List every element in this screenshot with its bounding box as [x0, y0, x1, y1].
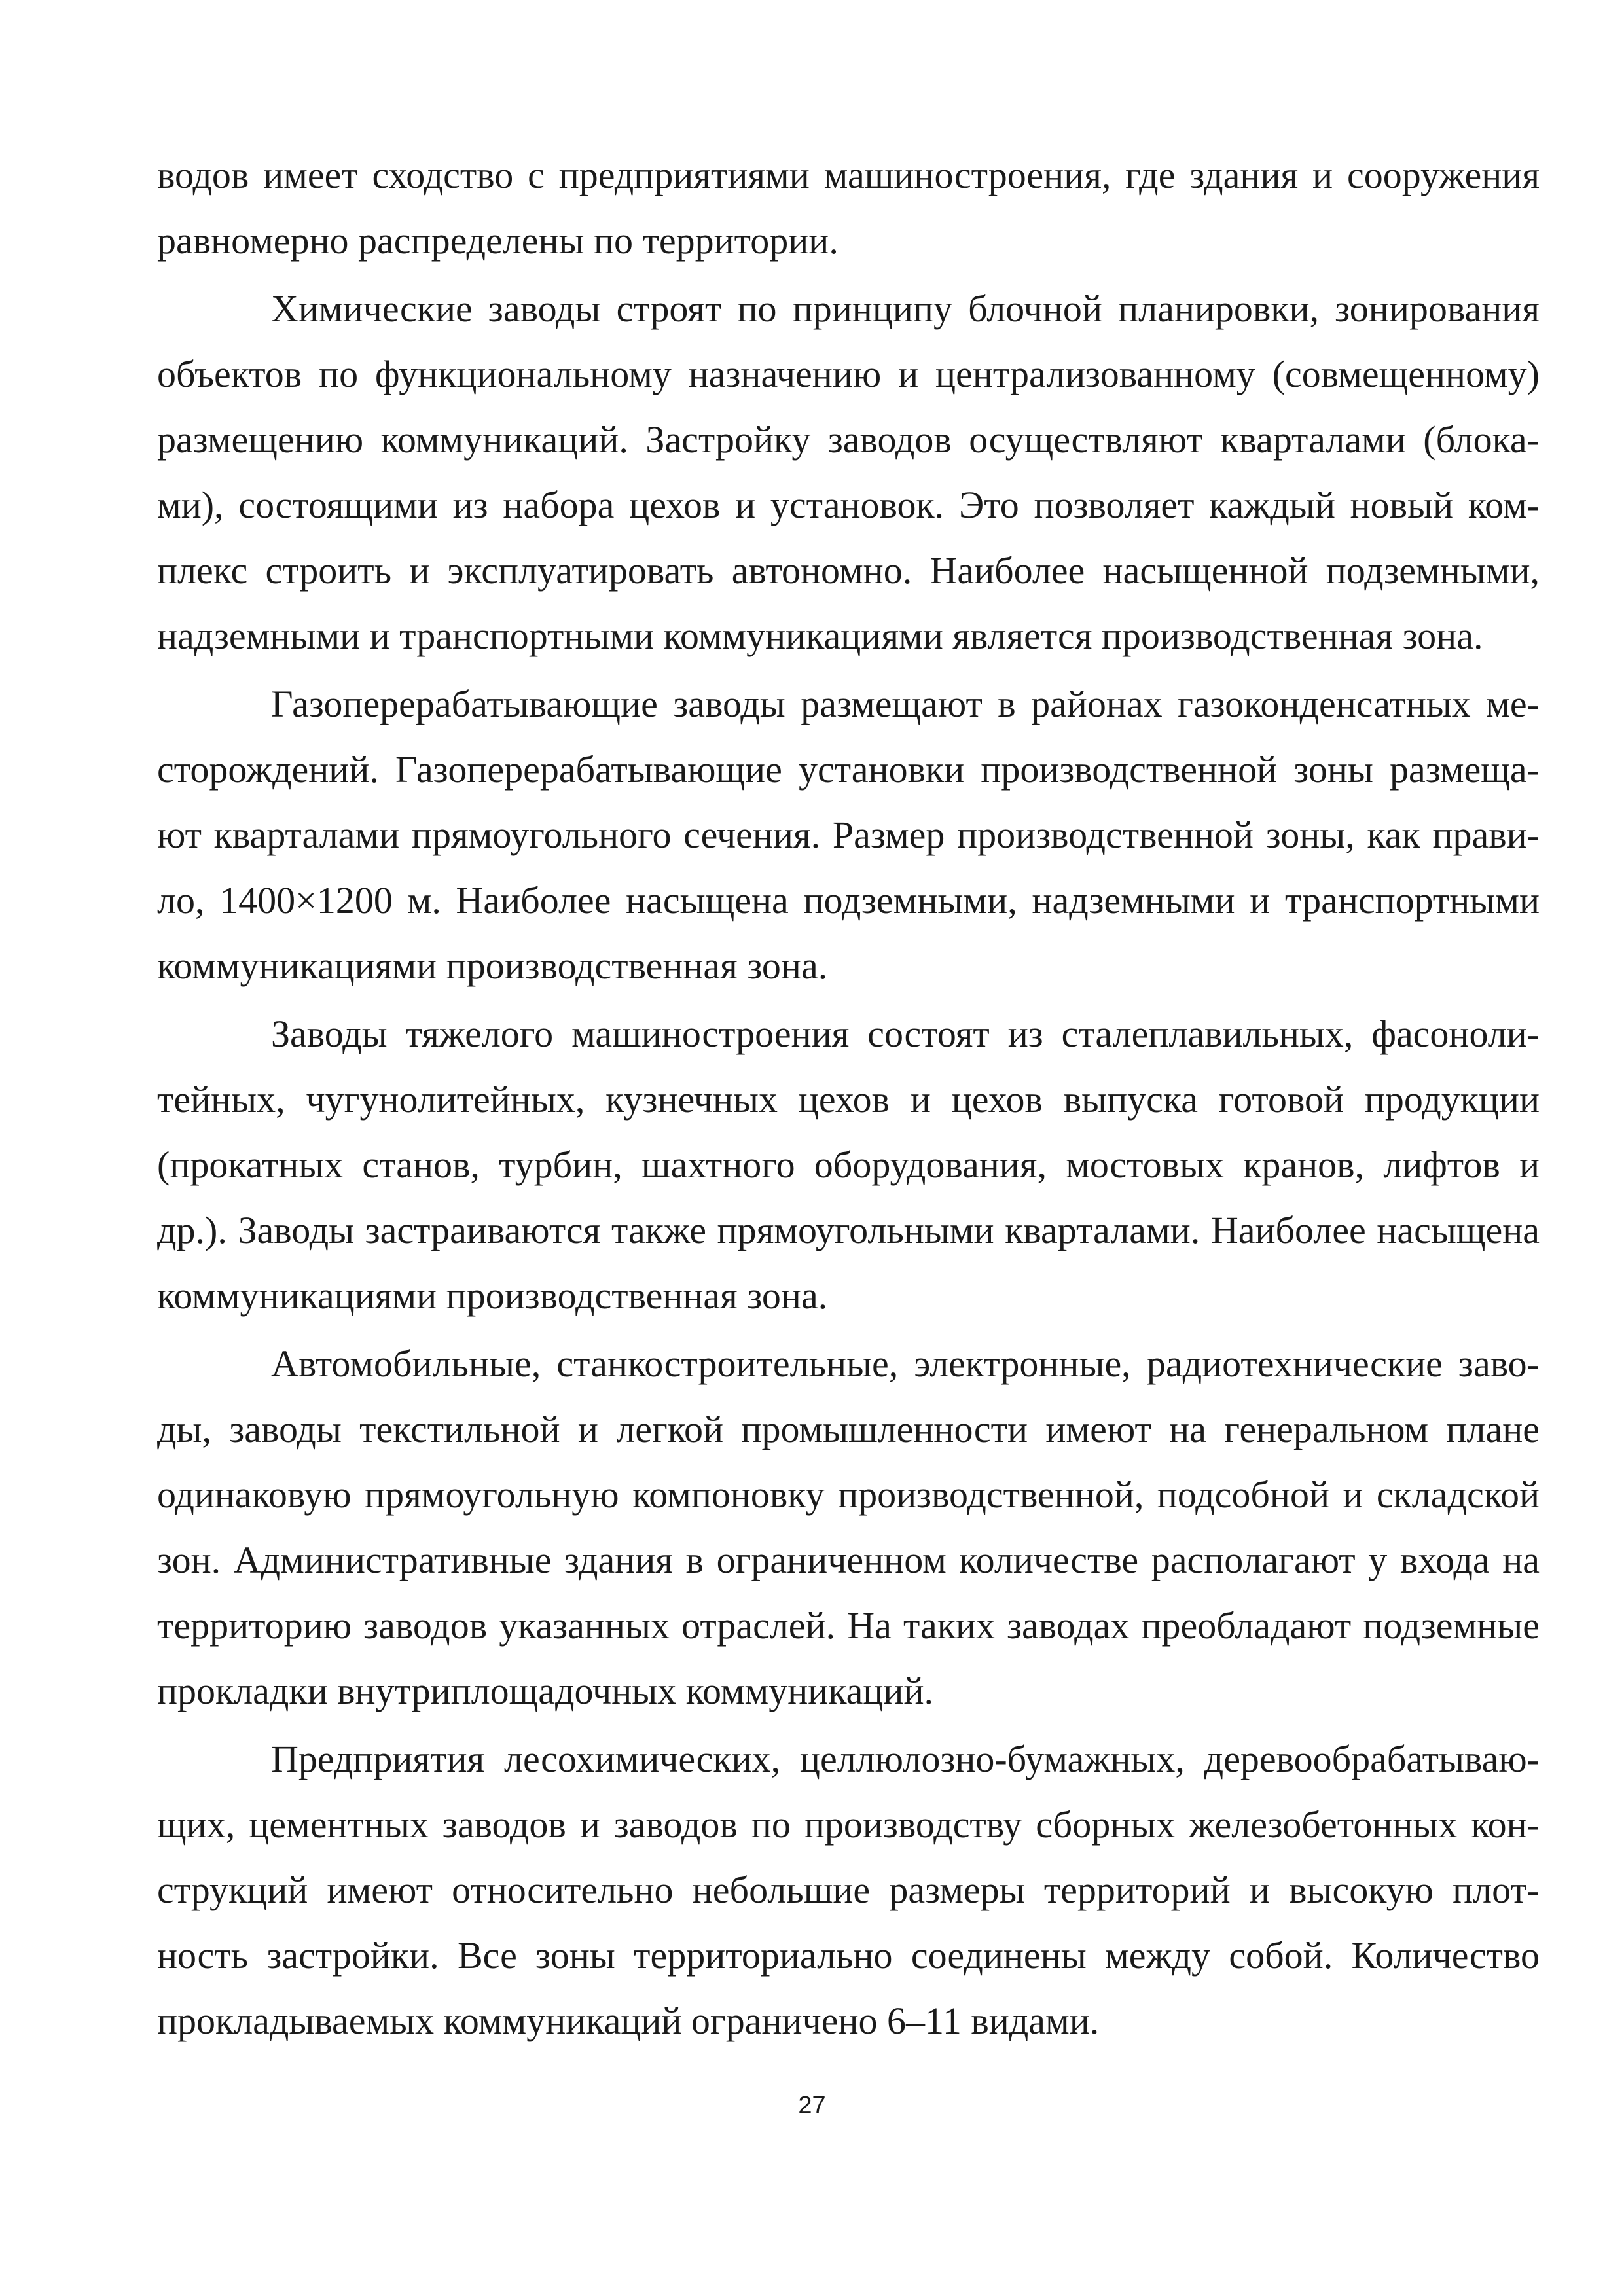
text-line: ды, заводы текстильной и легкой промышленности имеют на генеральном плане [157, 1408, 1540, 1450]
text-line: ми), состоящими из набора цехов и установок. Это позволяет каждый новый ком- [157, 484, 1540, 526]
text-line: ют кварталами прямоугольного сечения. Размер производственной зоны, как прави- [157, 814, 1540, 856]
text-line: территорию заводов указанных отраслей. На таких заводах преобладают подземные [157, 1604, 1540, 1647]
paragraph [157, 1727, 1540, 2054]
paragraph [157, 672, 1540, 999]
text-line: щих, цементных заводов и заводов по производству сборных железобетонных кон- [157, 1803, 1540, 1846]
text-line: сторождений. Газоперерабатывающие установки производственной зоны размеща- [157, 748, 1540, 791]
text-line: плекс строить и эксплуатировать автономно. Наиболее насыщенной подземными, [157, 549, 1540, 592]
text-line: коммуникациями производственная зона. [157, 1274, 828, 1317]
text-line: равномерно распределены по территории. [157, 219, 839, 262]
text-line: надземными и транспортными коммуникациями является производственная зона. [157, 615, 1483, 657]
text-line: зон. Административные здания в ограниченном количестве располагают у входа на [157, 1539, 1540, 1581]
text-line: коммуникациями производственная зона. [157, 944, 828, 987]
text-line: Автомобильные, станкостроительные, электронные, радиотехнические заво- [271, 1342, 1540, 1385]
text-line: Химические заводы строят по принципу блочной планировки, зонирования [271, 287, 1540, 330]
text-line: ло, 1400×1200 м. Наиболее насыщена подземными, надземными и транспортными [157, 879, 1540, 922]
body-text [157, 143, 1540, 2054]
text-line: прокладываемых коммуникаций ограничено 6–11 видами. [157, 2000, 1100, 2042]
text-line: струкций имеют относительно небольшие размеры территорий и высокую плот- [157, 1869, 1540, 1911]
text-line: размещению коммуникаций. Застройку заводов осуществляют кварталами (блока- [157, 418, 1540, 461]
text-line: др.). Заводы застраиваются также прямоугольными кварталами. Наиболее насыщена [157, 1209, 1540, 1251]
paragraph [157, 276, 1540, 669]
text-line: одинаковую прямоугольную компоновку производственной, подсобной и складской [157, 1473, 1540, 1516]
paragraph [157, 1001, 1540, 1329]
text-line: (прокатных станов, турбин, шахтного оборудования, мостовых кранов, лифтов и [157, 1143, 1540, 1186]
text-line: водов имеет сходство с предприятиями машиностроения, где здания и сооружения [157, 154, 1540, 196]
text-line: объектов по функциональному назначению и централизованному (совмещенному) [157, 353, 1540, 395]
text-line: Предприятия лесохимических, целлюлозно-бумажных, деревообрабатываю- [271, 1738, 1540, 1780]
text-line: Заводы тяжелого машиностроения состоят из сталеплавильных, фасоноли- [271, 1013, 1540, 1055]
text-line: тейных, чугунолитейных, кузнечных цехов и цехов выпуска готовой продукции [157, 1078, 1540, 1121]
text-line: прокладки внутриплощадочных коммуникаций. [157, 1670, 933, 1712]
page-number: 27 [798, 2092, 826, 2119]
paragraph [157, 143, 1540, 274]
paragraph [157, 1331, 1540, 1724]
text-line: ность застройки. Все зоны территориально соединены между собой. Количество [157, 1934, 1540, 1977]
text-line: Газоперерабатывающие заводы размещают в районах газоконденсатных ме- [271, 683, 1540, 725]
